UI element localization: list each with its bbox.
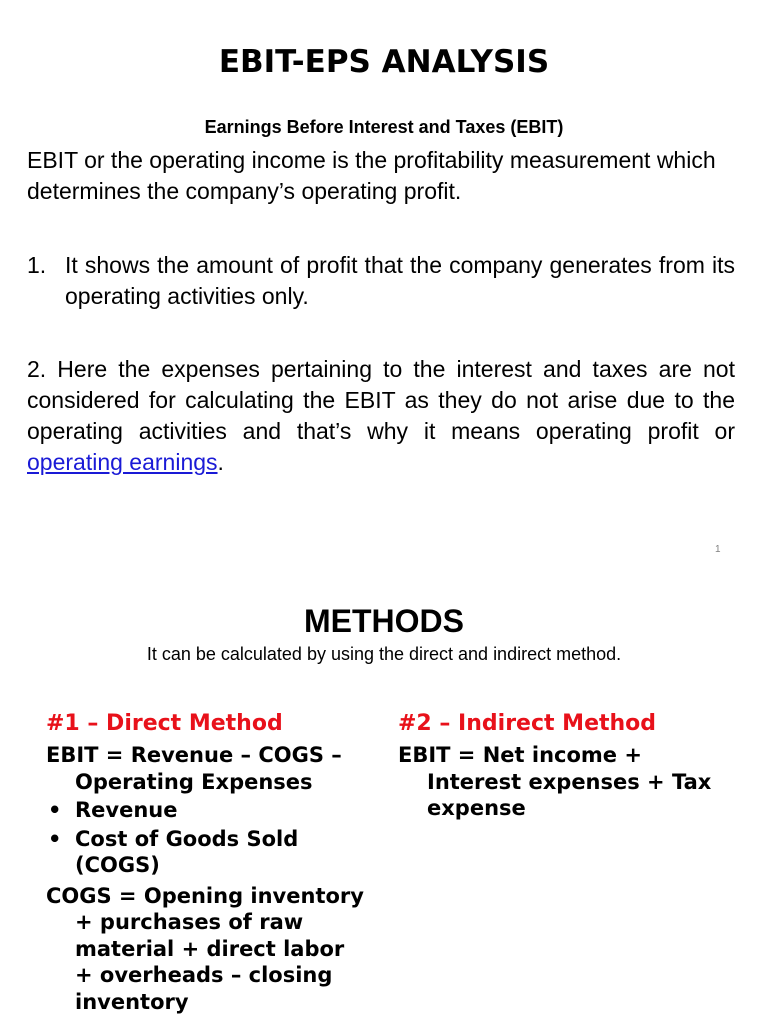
indirect-method-heading: #2 – Indirect Method [398,711,657,736]
slide-subtitle: Earnings Before Interest and Taxes (EBIT) [204,117,564,137]
direct-method-column [46,708,366,1015]
ebit-indirect-formula: EBIT = Net income + Interest expenses + Tax expense [398,743,712,820]
bullet-text: Cost of Goods Sold (COGS) [75,826,299,877]
point-2-text: 2. Here the expenses pertaining to the interest and taxes are not considered for calculating the EBIT as they do not arise due to the operating activities and that’s why it means operating profit or [27,356,735,444]
list-item [46,797,366,824]
page-number: 1 [715,544,721,555]
point-2-period: . [217,449,224,475]
slide-subtitle: It can be calculated by using the direct and indirect method. [146,644,622,664]
point-2-paragraph [27,354,735,478]
ebit-direct-formula: EBIT = Revenue – COGS – Operating Expenses [46,743,342,794]
bullet-text: Revenue [75,798,178,822]
point-1-number: 1. [27,252,47,278]
slide-title: EBIT-EPS ANALYSIS [218,44,550,80]
slide-methods [0,576,768,1024]
point-1-paragraph [27,250,735,312]
bullet-icon: • [48,798,62,822]
list-item [46,826,366,879]
operating-earnings-link[interactable]: operating earnings [27,449,218,475]
intro-paragraph: EBIT or the operating income is the profitability measurement which determines the company’s operating profit. [27,147,716,204]
point-1-text: It shows the amount of profit that the company generates from its operating activities only. [65,252,735,309]
indirect-method-column [398,708,738,822]
direct-method-heading: #1 – Direct Method [46,711,283,736]
cogs-formula: COGS = Opening inventory + purchases of raw material + direct labor + overheads – closing inventory [46,883,364,1014]
slide-title: METHODS [304,603,464,639]
bullet-icon: • [48,826,62,851]
